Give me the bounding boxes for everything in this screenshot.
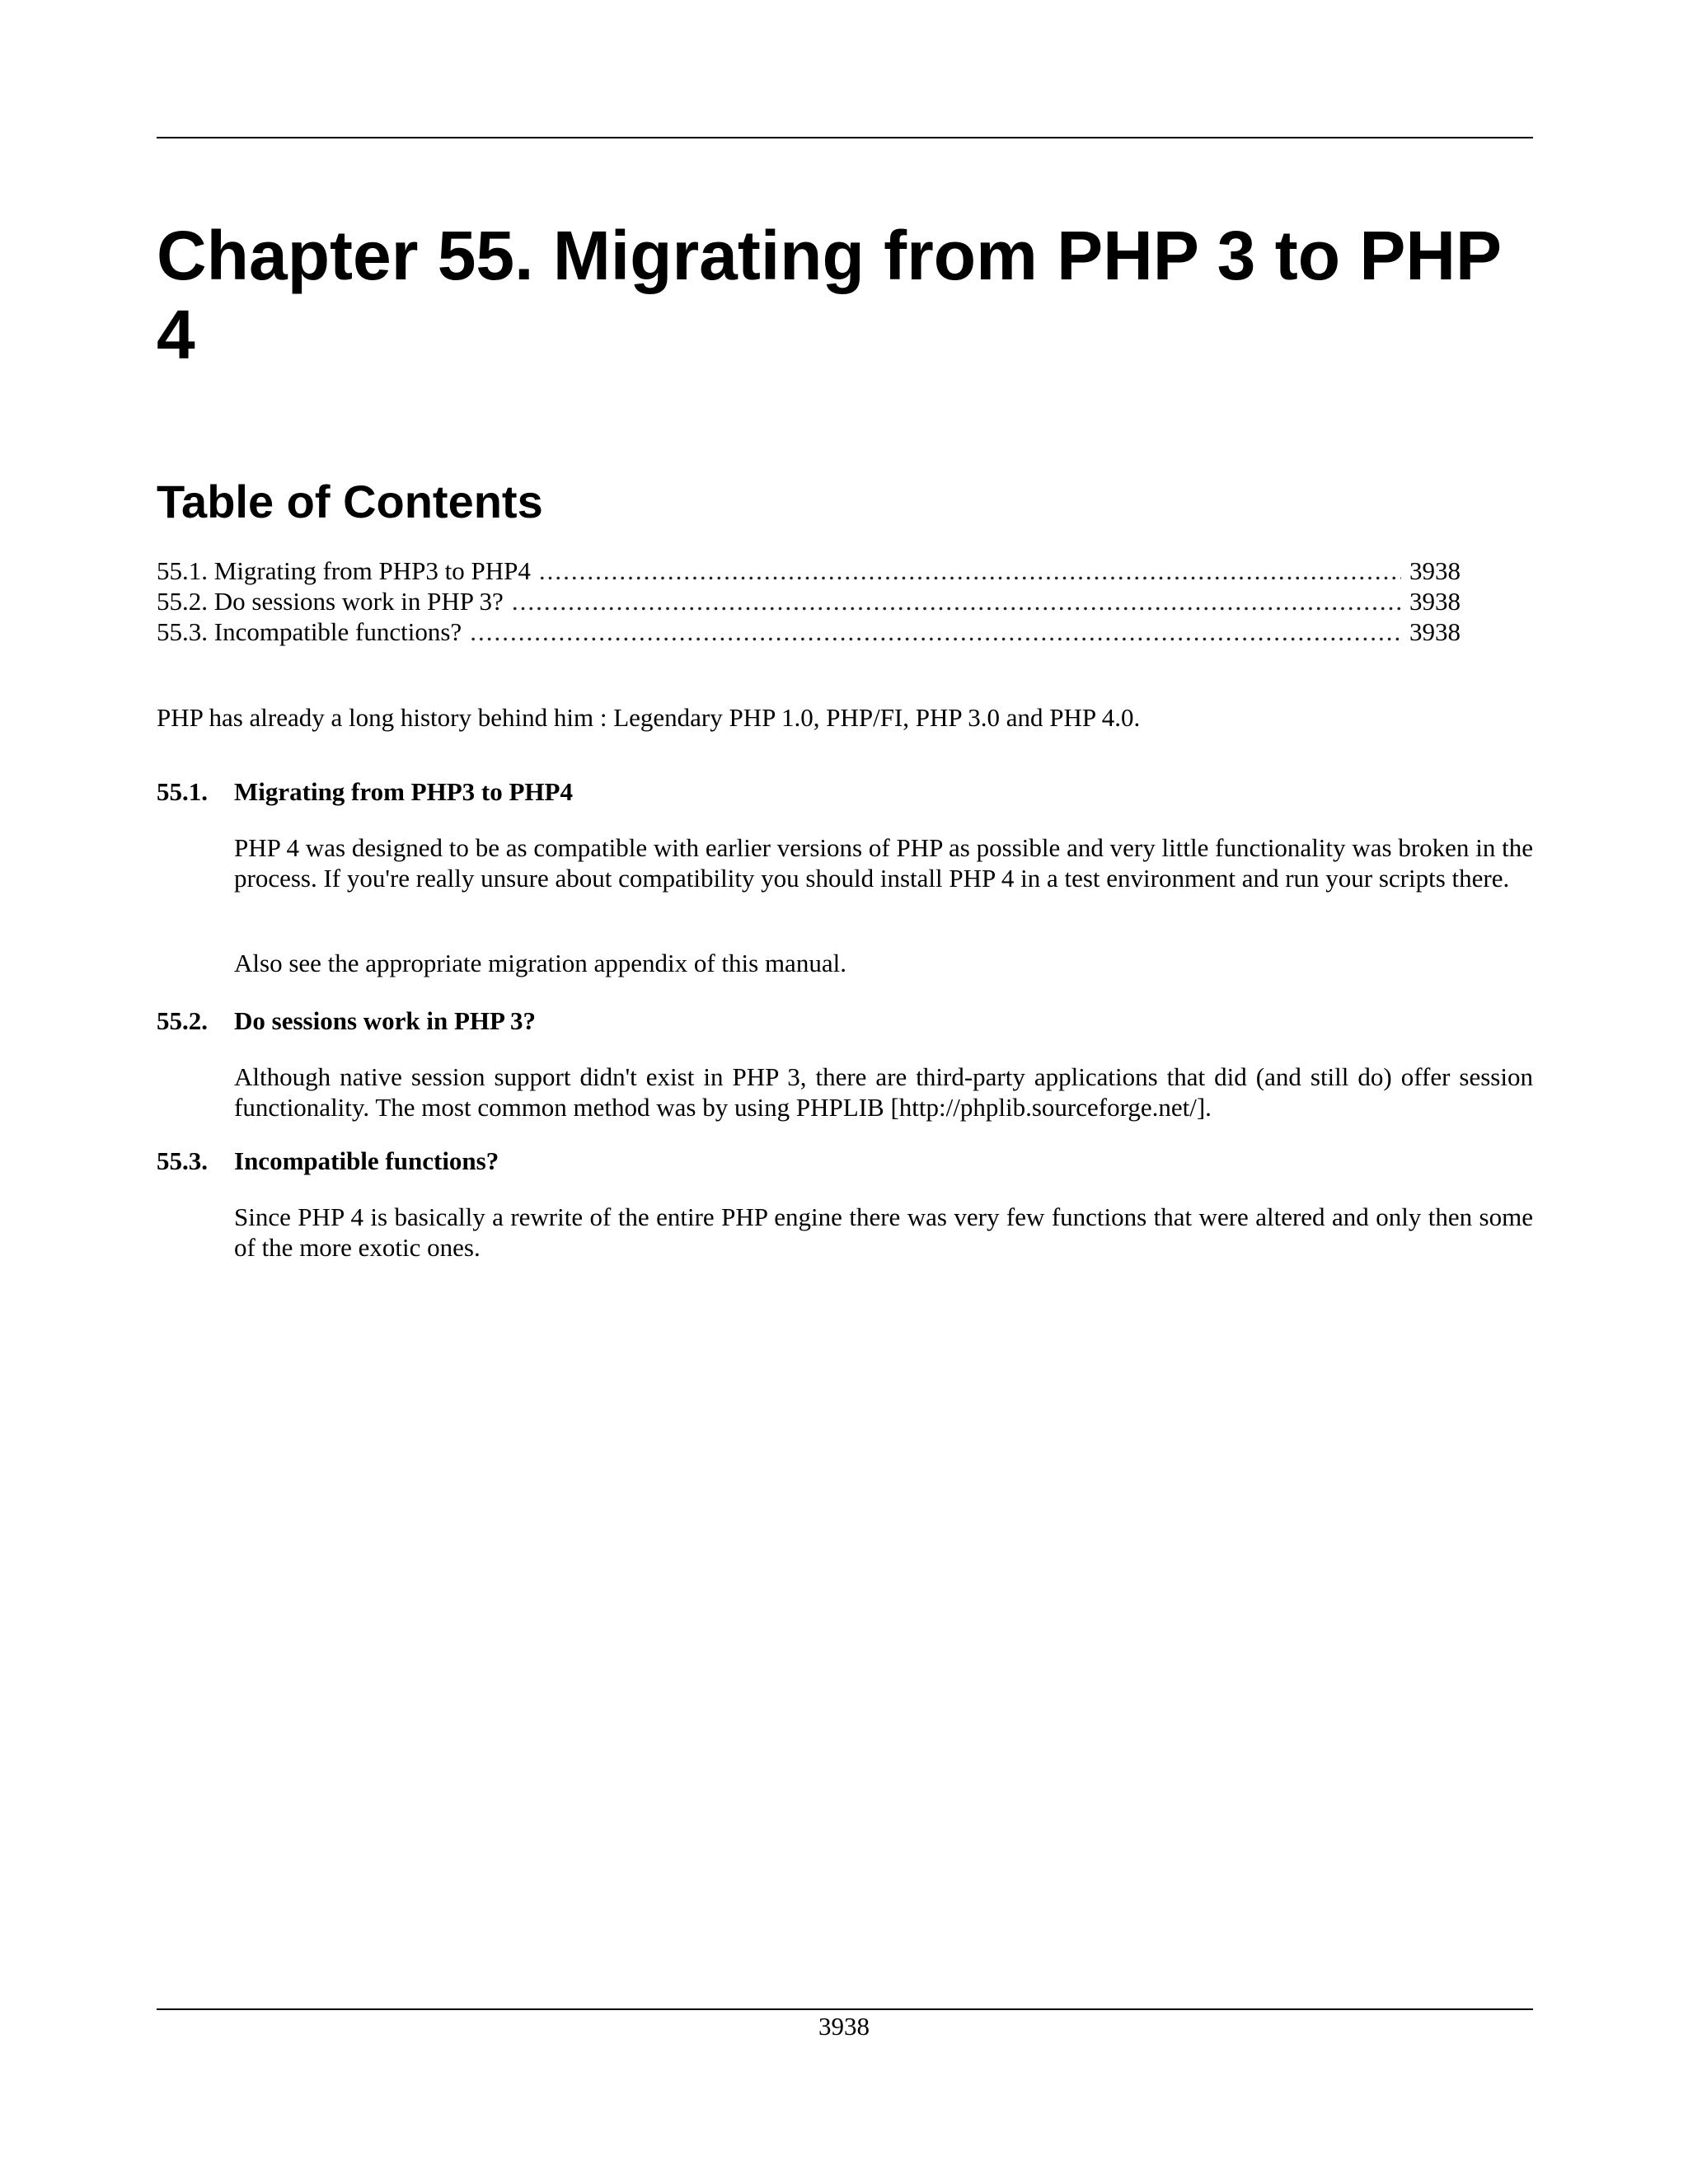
toc-entry-page[interactable]: 3938	[1409, 556, 1461, 585]
section-heading-55-3	[157, 1146, 499, 1176]
page-number: 3938	[818, 2012, 870, 2041]
section-heading-55-1	[157, 776, 573, 807]
section-heading-55-2	[157, 1005, 536, 1036]
toc-entry-label[interactable]: 55.1. Migrating from PHP3 to PHP4	[157, 556, 531, 585]
section-title: Do sessions work in PHP 3?	[234, 1006, 537, 1035]
section-paragraph: PHP 4 was designed to be as compatible with earlier versions of PHP as possible and very little functionality was broken in the process. If you're really unsure about compatibility you should install PHP 4 in a test environment and run your scripts there.	[234, 833, 1533, 893]
section-number: 55.1.	[157, 777, 208, 806]
section-title: Migrating from PHP3 to PHP4	[234, 777, 573, 806]
section-number: 55.2.	[157, 1006, 208, 1035]
chapter-title: Chapter 55. Migrating from PHP 3 to PHP 4	[157, 217, 1501, 373]
toc-entry[interactable]	[157, 616, 1461, 647]
toc-entry[interactable]	[157, 555, 1461, 586]
toc-entry-page[interactable]: 3938	[1409, 587, 1461, 616]
toc-dot-leader	[512, 586, 1401, 616]
toc-entry-page[interactable]: 3938	[1409, 617, 1461, 646]
footer-rule	[157, 2008, 1533, 2010]
table-of-contents	[157, 555, 1461, 647]
section-paragraph: Although native session support didn't exist in PHP 3, there are third-party applications that did (and still do) offer session functionality. The most common method was by using PHPLIB [http://phplib.sourceforge.net/].	[234, 1062, 1533, 1122]
section-title: Incompatible functions?	[234, 1146, 499, 1175]
toc-dot-leader	[470, 616, 1401, 647]
section-paragraph: Since PHP 4 is basically a rewrite of the entire PHP engine there was very few functions that were altered and only then some of the more exotic ones.	[234, 1202, 1533, 1262]
toc-entry-label[interactable]: 55.3. Incompatible functions?	[157, 617, 462, 646]
section-number: 55.3.	[157, 1146, 208, 1175]
toc-entry[interactable]	[157, 586, 1461, 616]
intro-paragraph: PHP has already a long history behind him : Legendary PHP 1.0, PHP/FI, PHP 3.0 and PHP 4.0.	[157, 703, 1141, 732]
toc-entry-label[interactable]: 55.2. Do sessions work in PHP 3?	[157, 587, 504, 616]
toc-dot-leader	[539, 555, 1401, 586]
header-rule	[157, 137, 1533, 138]
toc-heading: Table of Contents	[157, 476, 543, 527]
section-paragraph: Also see the appropriate migration appendix of this manual.	[234, 949, 846, 977]
